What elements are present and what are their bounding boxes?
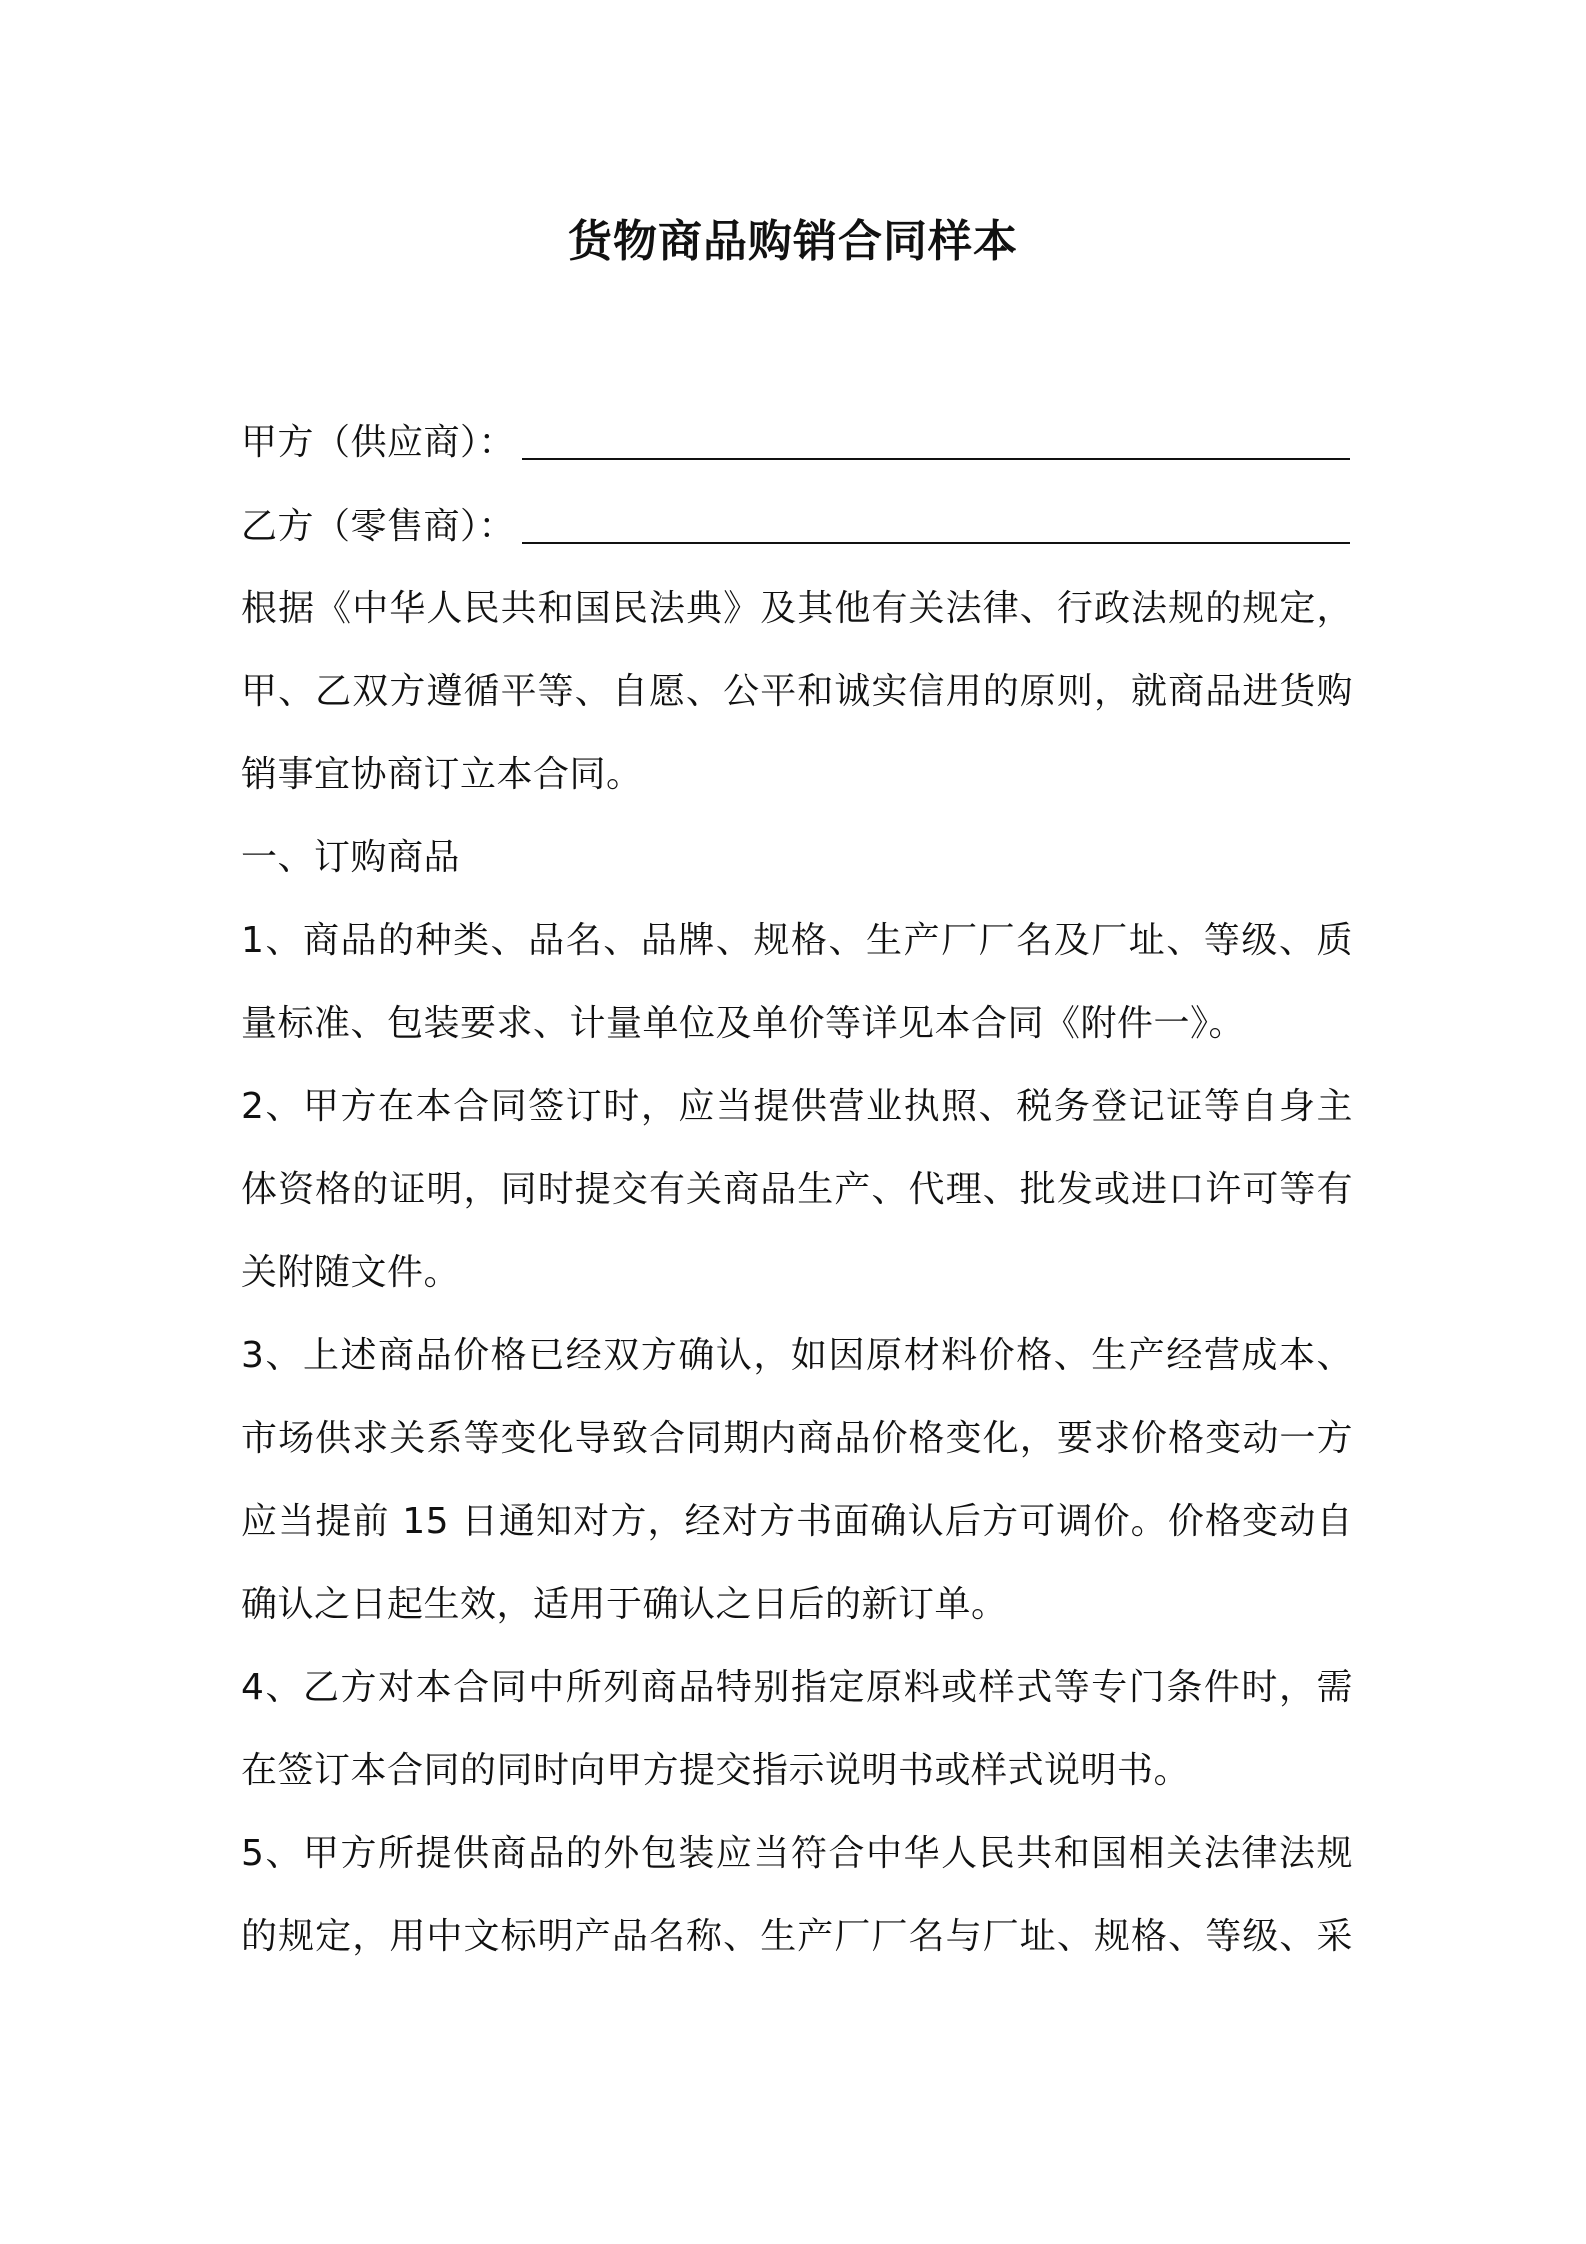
party-a-blank-field[interactable] [522, 458, 1350, 460]
section-heading: 一、订购商品 [241, 837, 461, 878]
body-line: 3、上述商品价格已经双方确认，如因原材料价格、生产经营成本、 [241, 1335, 1353, 1376]
body-line: 应当提前 15 日通知对方，经对方书面确认后方可调价。价格变动自 [241, 1501, 1353, 1542]
body-line: 市场供求关系等变化导致合同期内商品价格变化，要求价格变动一方 [241, 1418, 1353, 1459]
body-line: 销事宜协商订立本合同。 [241, 754, 643, 795]
body-line: 量标准、包装要求、计量单位及单价等详见本合同《附件一》。 [241, 1003, 1246, 1044]
party-b-label: 乙方（零售商）： [241, 506, 516, 547]
body-line: 5、甲方所提供商品的外包装应当符合中华人民共和国相关法律法规 [241, 1833, 1353, 1874]
document-title: 货物商品购销合同样本 [568, 216, 1018, 267]
body-line: 的规定，用中文标明产品名称、生产厂厂名与厂址、规格、等级、采 [241, 1916, 1353, 1957]
body-line: 4、乙方对本合同中所列商品特别指定原料或样式等专门条件时，需 [241, 1667, 1353, 1708]
body-line: 关附随文件。 [241, 1252, 461, 1293]
body-line: 1、商品的种类、品名、品牌、规格、生产厂厂名及厂址、等级、质 [241, 920, 1353, 961]
body-line: 2、甲方在本合同签订时，应当提供营业执照、税务登记证等自身主 [241, 1086, 1353, 1127]
body-line: 根据《中华人民共和国民法典》及其他有关法律、行政法规的规定， [241, 588, 1353, 629]
body-line: 确认之日起生效，适用于确认之日后的新订单。 [241, 1584, 1008, 1625]
party-a-label: 甲方（供应商）： [241, 422, 516, 463]
party-b-line [241, 502, 515, 552]
body-line: 甲、乙双方遵循平等、自愿、公平和诚实信用的原则，就商品进货购 [241, 671, 1353, 712]
party-b-blank-field[interactable] [522, 542, 1350, 544]
body-line: 体资格的证明，同时提交有关商品生产、代理、批发或进口许可等有 [241, 1169, 1353, 1210]
party-a-line [241, 418, 515, 468]
body-line: 在签订本合同的同时向甲方提交指示说明书或样式说明书。 [241, 1750, 1191, 1791]
